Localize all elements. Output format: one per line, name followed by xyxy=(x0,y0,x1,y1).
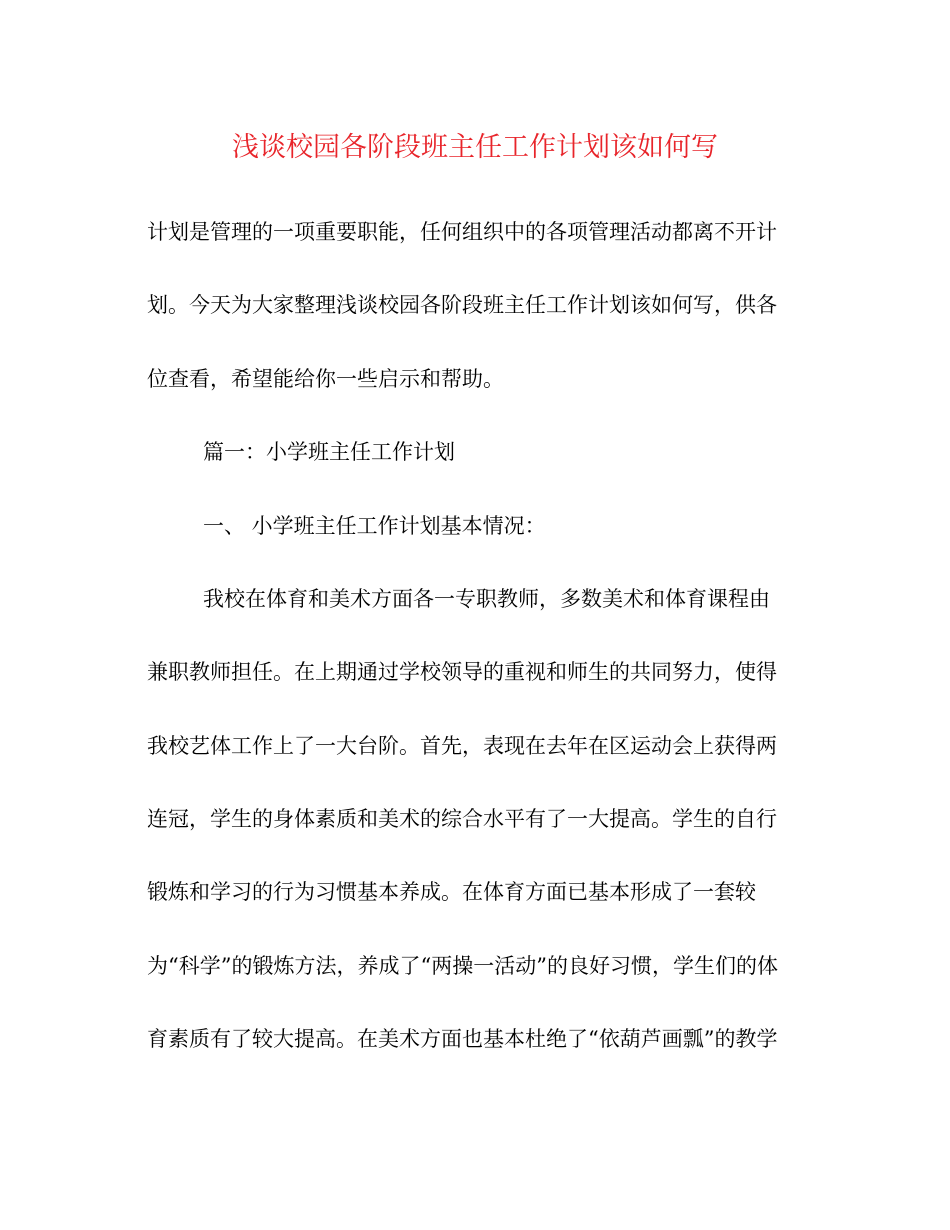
body-line: 为“科学”的锻炼方法，养成了“两操一活动”的良好习惯，学生们的体 xyxy=(147,954,778,978)
body-line: 计划是管理的一项重要职能，任何组织中的各项管理活动都离不开计 xyxy=(147,220,777,244)
body-line: 位查看，希望能给你一些启示和帮助。 xyxy=(147,367,504,391)
body-line: 划。今天为大家整理浅谈校园各阶段班主任工作计划该如何写，供各 xyxy=(147,293,777,317)
body-line: 我校在体育和美术方面各一专职教师，多数美术和体育课程由 xyxy=(203,587,770,611)
section-heading: 篇一：小学班主任工作计划 xyxy=(203,440,455,464)
body-line: 我校艺体工作上了一大台阶。首先，表现在去年在区运动会上获得两 xyxy=(147,734,777,758)
document-title: 浅谈校园各阶段班主任工作计划该如何写 xyxy=(232,132,718,163)
body-line: 锻炼和学习的行为习惯基本养成。在体育方面已基本形成了一套较 xyxy=(147,880,756,904)
body-line: 育素质有了较大提高。在美术方面也基本杜绝了“依葫芦画瓢”的教学 xyxy=(147,1027,778,1051)
body-line: 连冠，学生的身体素质和美术的综合水平有了一大提高。学生的自行 xyxy=(147,807,777,831)
body-line: 兼职教师担任。在上期通过学校领导的重视和师生的共同努力，使得 xyxy=(147,660,777,684)
subsection-heading: 一、 小学班主任工作计划基本情况： xyxy=(203,514,546,538)
